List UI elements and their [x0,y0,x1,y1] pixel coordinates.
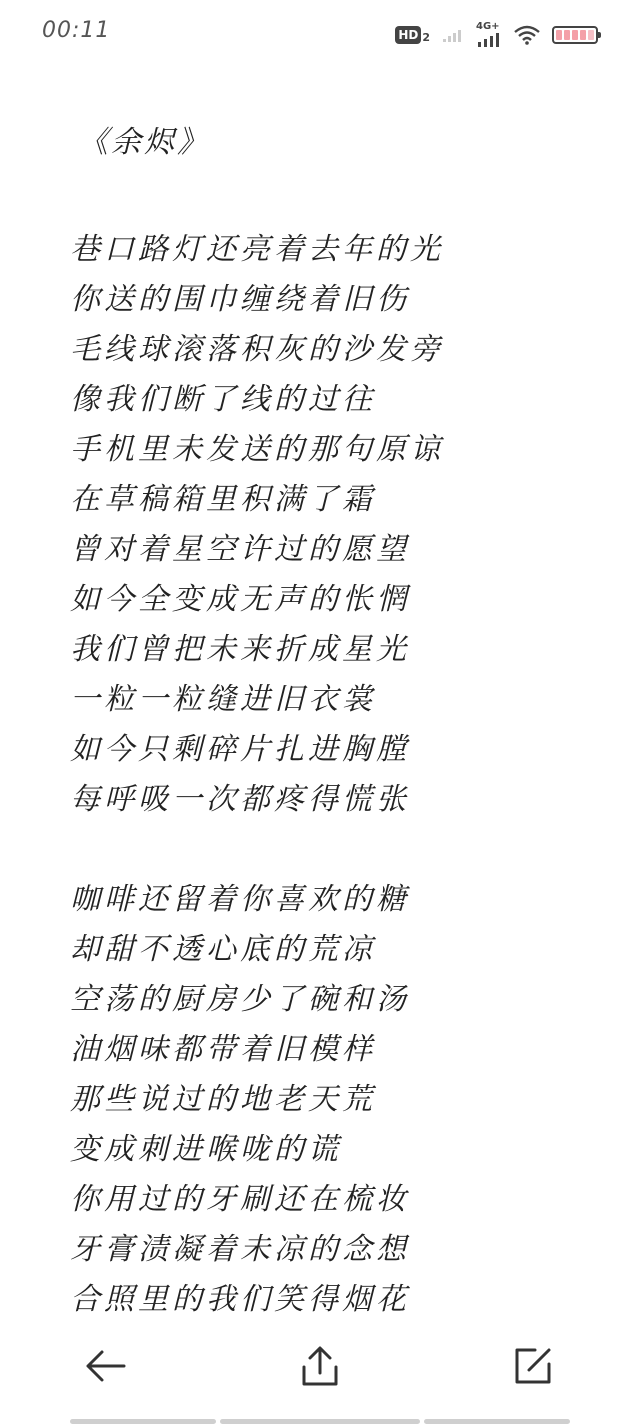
poem-line: 像我们断了线的过往 [70,382,376,417]
hd-icon [395,26,430,44]
poem-line: 如今全变成无声的怅惘 [70,582,410,617]
stanza [70,225,590,825]
poem-line: 变成刺进喉咙的谎 [70,1132,342,1167]
home-indicator [70,1419,216,1424]
poem-line: 油烟味都带着旧模样 [70,1032,376,1067]
share-icon [300,1345,340,1387]
hd-label: HD [395,26,421,44]
share-button[interactable] [290,1336,350,1396]
poem-line: 空荡的厨房少了碗和汤 [70,982,410,1017]
poem-line: 在草稿箱里积满了霜 [70,482,376,517]
poem-title: 《余烬》 [78,125,210,160]
stanza [70,875,590,1316]
poem-line: 合照里的我们笑得烟花 [70,1282,410,1316]
poem-line: 手机里未发送的那句原谅 [70,432,444,467]
poem-line: 那些说过的地老天荒 [70,1082,376,1117]
home-indicator [424,1419,570,1424]
poem-line: 一粒一粒缝进旧衣裳 [70,682,376,717]
poem-line: 每呼吸一次都疼得慌张 [70,782,410,817]
poem-line: 你用过的牙刷还在梳妆 [70,1182,410,1217]
poem-line: 却甜不透心底的荒凉 [70,932,376,967]
status-bar [0,0,640,70]
home-indicator [220,1419,420,1424]
poem-line: 咖啡还留着你喜欢的糖 [70,882,410,917]
poem-content [70,118,590,1316]
wifi-icon [514,25,540,45]
poem-line: 巷口路灯还亮着去年的光 [70,232,444,267]
arrow-left-icon [84,1348,128,1384]
edit-icon [513,1346,553,1386]
poem-line: 如今只剩碎片扎进胸膛 [70,732,410,767]
poem-line: 我们曾把未来折成星光 [70,632,410,667]
battery-icon [552,26,598,44]
poem-line: 你送的围巾缠绕着旧伤 [70,282,410,317]
edit-button[interactable] [503,1336,563,1396]
hd-sub-label: 2 [422,31,430,44]
poem-line: 牙膏渍凝着未凉的念想 [70,1232,410,1267]
status-time: 00:11 [42,18,111,43]
signal-icon [442,27,464,43]
back-button[interactable] [76,1336,136,1396]
poem-line: 毛线球滚落积灰的沙发旁 [70,332,444,367]
signal-4g-icon [476,23,502,47]
bottom-toolbar [0,1316,640,1427]
network-label: 4G+ [476,21,500,32]
poem-line: 曾对着星空许过的愿望 [70,532,410,567]
status-icons [395,22,598,48]
